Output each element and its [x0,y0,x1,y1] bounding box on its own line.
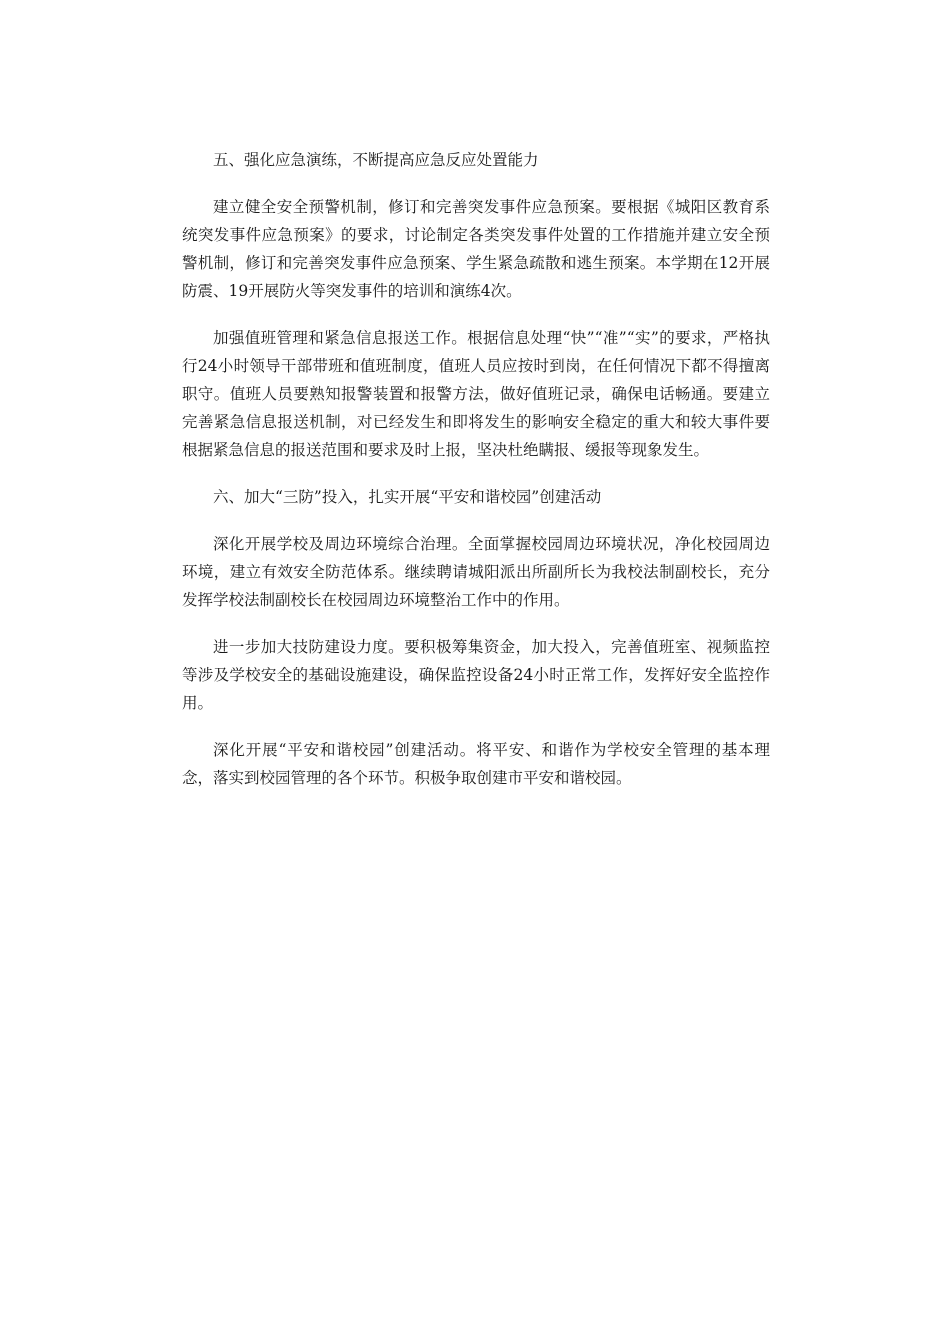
paragraph-warning-mechanism: 建立健全安全预警机制，修订和完善突发事件应急预案。要根据《城阳区教育系统突发事件应急预案》的要求，讨论制定各类突发事件处置的工作措施并建立安全预警机制，修订和完善突发事件应急预案、学生紧急疏散和逃生预案。本学期在12开展防震、19开展防火等突发事件的培训和演练4次。 [182,198,770,300]
paragraph-harmonious-campus: 深化开展“平安和谐校园”创建活动。将平安、和谐作为学校安全管理的基本理念，落实到校园管理的各个环节。积极争取创建市平安和谐校园。 [182,741,770,787]
section-heading-5: 五、强化应急演练，不断提高应急反应处置能力 [213,151,539,169]
document-body [182,146,770,811]
paragraph-duty-management: 加强值班管理和紧急信息报送工作。根据信息处理“快”“准”“实”的要求，严格执行24小时领导干部带班和值班制度，值班人员应按时到岗，在任何情况下都不得擅离职守。值班人员要熟知报警装置和报警方法，做好值班记录，确保电话畅通。要建立完善紧急信息报送机制，对已经发生和即将发生的影响安全稳定的重大和较大事件要根据紧急信息的报送范围和要求及时上报，坚决杜绝瞒报、缓报等现象发生。 [182,329,770,459]
paragraph-technical-defense: 进一步加大技防建设力度。要积极筹集资金，加大投入，完善值班室、视频监控等涉及学校安全的基础设施建设，确保监控设备24小时正常工作，发挥好安全监控作用。 [182,638,770,712]
section-heading-6: 六、加大“三防”投入，扎实开展“平安和谐校园”创建活动 [213,488,602,506]
paragraph-environment-governance: 深化开展学校及周边环境综合治理。全面掌握校园周边环境状况，净化校园周边环境，建立有效安全防范体系。继续聘请城阳派出所副所长为我校法制副校长，充分发挥学校法制副校长在校园周边环境整治工作中的作用。 [182,535,770,609]
